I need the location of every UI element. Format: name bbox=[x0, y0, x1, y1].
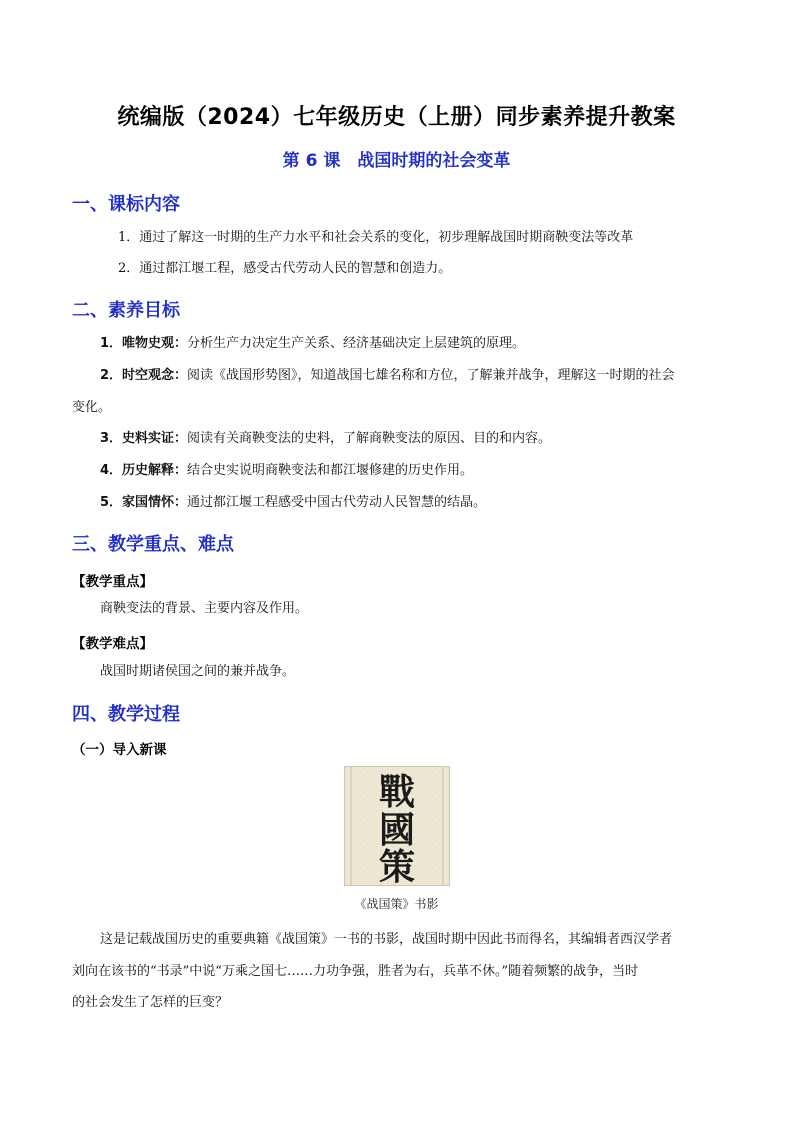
intro-paragraph-line: 的社会发生了怎样的巨变？ bbox=[72, 995, 229, 1010]
section-heading-curriculum: 一、课标内容 bbox=[72, 194, 180, 215]
lesson-subtitle: 第 6 课 战国时期的社会变革 bbox=[282, 151, 511, 171]
goal-text: 阅读《战国形势图》，知道战国七雄名称和方位，了解兼并战争，理解这一时期的社会 bbox=[187, 368, 675, 383]
section-heading-literacy-goals: 二、素养目标 bbox=[72, 300, 180, 321]
book-cover-svg bbox=[345, 767, 449, 885]
figure-caption: 《战国策》书影 bbox=[354, 897, 439, 911]
sub-heading-introduction: （一）导入新课 bbox=[72, 742, 167, 758]
goal-label: 3．史料实证： bbox=[100, 431, 188, 446]
difficult-point-text: 战国时期诸侯国之间的兼并战争。 bbox=[100, 664, 296, 679]
goal-item bbox=[100, 460, 473, 482]
book-char-1: 戰 bbox=[378, 771, 416, 813]
section-heading-teaching-process: 四、教学过程 bbox=[72, 704, 180, 725]
goal-label: 5．家国情怀： bbox=[100, 495, 188, 510]
goal-item bbox=[100, 428, 551, 450]
intro-paragraph-line: 刘向在该书的“书录”中说“万乘之国七……力功争强，胜者为右，兵革不休。”随着频繁的战争，当时 bbox=[72, 964, 639, 979]
section-heading-key-difficult-points: 三、教学重点、难点 bbox=[72, 534, 234, 555]
intro-paragraph-line: 这是记载战国历史的重要典籍《战国策》一书的书影，战国时期中因此书而得名，其编辑者西汉学者 bbox=[100, 932, 673, 947]
book-char-2: 國 bbox=[378, 809, 416, 851]
book-char-3: 策 bbox=[378, 846, 416, 885]
goal-text: 阅读有关商鞅变法的史料，了解商鞅变法的原因、目的和内容。 bbox=[187, 431, 552, 446]
goal-text: 分析生产力决定生产关系、经济基础决定上层建筑的原理。 bbox=[187, 336, 526, 351]
key-point-label: 【教学重点】 bbox=[72, 574, 153, 590]
document-title: 统编版（2024）七年级历史（上册）同步素养提升教案 bbox=[117, 105, 676, 130]
goal-item bbox=[100, 492, 486, 514]
goal-item bbox=[100, 365, 675, 387]
curriculum-item: 1．通过了解这一时期的生产力水平和社会关系的变化，初步理解战国时期商鞅变法等改革 bbox=[118, 230, 634, 245]
goal-label: 1．唯物史观： bbox=[100, 336, 188, 351]
goal-text: 结合史实说明商鞅变法和都江堰修建的历史作用。 bbox=[187, 463, 474, 478]
goal-label: 2．时空观念： bbox=[100, 368, 188, 383]
goal-text: 通过都江堰工程感受中国古代劳动人民智慧的结晶。 bbox=[187, 495, 487, 510]
zhanguoce-book-image bbox=[344, 766, 450, 886]
goal-item bbox=[100, 333, 525, 355]
goal-text-continuation: 变化。 bbox=[72, 400, 112, 415]
difficult-point-label: 【教学难点】 bbox=[72, 636, 153, 652]
curriculum-item: 2．通过都江堰工程，感受古代劳动人民的智慧和创造力。 bbox=[118, 261, 452, 276]
key-point-text: 商鞅变法的背景、主要内容及作用。 bbox=[100, 601, 309, 616]
goal-label: 4．历史解释： bbox=[100, 463, 188, 478]
